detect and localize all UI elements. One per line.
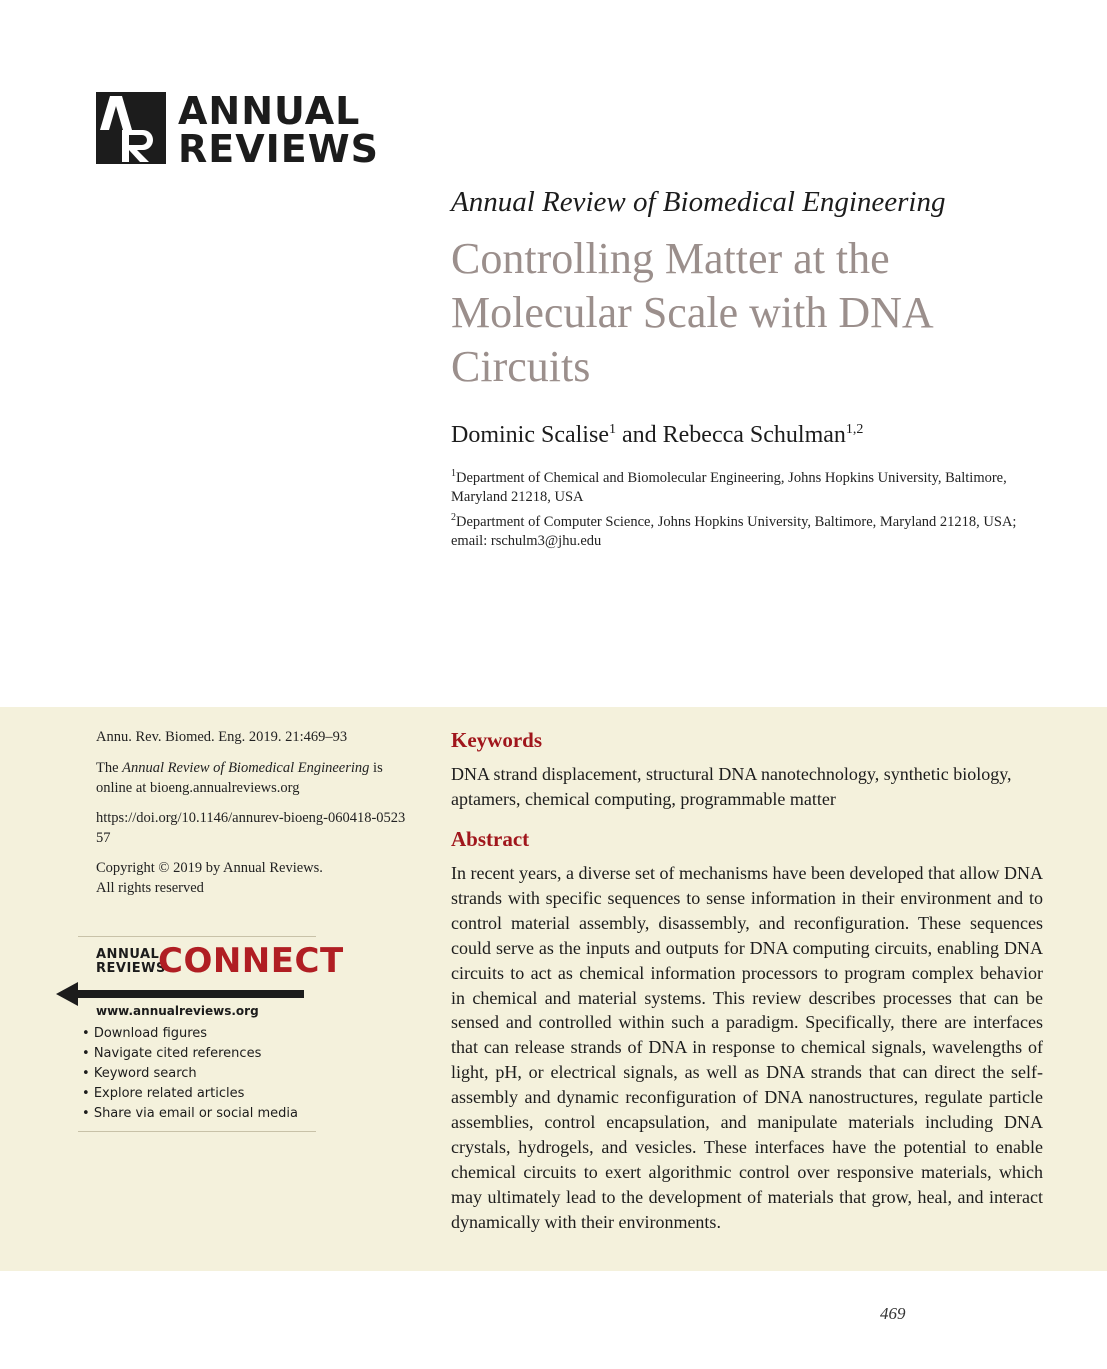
list-item: • Share via email or social media: [82, 1104, 298, 1124]
author-name: Rebecca Schulman: [662, 422, 846, 448]
divider: [78, 936, 316, 937]
author-affil-sup: 1,2: [845, 422, 864, 437]
annual-reviews-connect[interactable]: [56, 936, 344, 1132]
connect-small-line1: ANNUAL: [96, 947, 160, 962]
affiliation-sup: 2: [451, 512, 456, 523]
journal-name: Annual Review of Biomedical Engineering: [451, 186, 946, 218]
connect-feature-list: [82, 1024, 298, 1124]
author-list: [451, 422, 863, 449]
connect-url[interactable]: www.annualreviews.org: [96, 1004, 259, 1018]
doi-link[interactable]: https://doi.org/10.1146/annurev-bioeng-060418-052357: [96, 810, 406, 846]
abstract-heading: Abstract: [451, 827, 530, 851]
online-pre: The: [96, 760, 123, 776]
online-availability: [96, 759, 396, 798]
abstract-text: In recent years, a diverse set of mechanisms have been developed that allow DNA strands with specific sequences to sense information in their environment and to control material assembly, disassembly, and reconfiguration. These sequences could serve as the inputs and outputs for DNA computing circuits, enabling DNA circuits to act as chemical information processors to program complex behavior in chemical and material systems. This review describes processes that can be sensed and controlled within such a paradigm. Specifically, there are interfaces that can release strands of DNA in response to chemical signals, wavelengths of light, pH, or electrical signals, as well as DNA strands that can direct the self-assembly and dynamic reconfiguration of DNA nanostructures, regulate particle assemblies, control encapsulation, and manipulate materials including DNA crystals, hydrogels, and vesicles. These interfaces have the potential to enable chemical circuits to exert algorithmic control over responsive materials, which may ultimately lead to the development of materials that grow, heal, and interact dynamically with their environments.: [451, 863, 1043, 1232]
page-number: 469: [880, 1304, 906, 1323]
affiliation: [451, 508, 1051, 551]
logo-line1: ANNUAL: [178, 89, 361, 133]
connect-title: CONNECT: [158, 941, 344, 981]
author-conjunction: and: [615, 422, 663, 448]
affiliation-text: Department of Computer Science, Johns Hopkins University, Baltimore, Maryland 21218, USA; email: rschulm3@jhu.edu: [451, 513, 1017, 549]
keywords-text: DNA strand displacement, structural DNA nanotechnology, synthetic biology, aptamers, chemical computing, programmable matter: [451, 764, 1012, 809]
copyright-line2: All rights reserved: [96, 879, 204, 896]
affiliation-sup: 1: [451, 468, 456, 479]
copyright: [96, 859, 416, 898]
list-item: • Navigate cited references: [82, 1044, 298, 1064]
list-item: • Download figures: [82, 1024, 298, 1044]
list-item: • Keyword search: [82, 1064, 298, 1084]
connect-small-label: [96, 948, 166, 976]
article-title: Controlling Matter at the Molecular Scale with DNA Circuits: [451, 234, 932, 391]
citation: Annu. Rev. Biomed. Eng. 2019. 21:469–93: [96, 729, 348, 745]
keywords-heading: Keywords: [451, 728, 542, 752]
copyright-line1: Copyright © 2019 by Annual Reviews.: [96, 860, 323, 876]
online-post: is online at bioeng.annualreviews.org: [96, 760, 387, 796]
divider: [78, 1131, 316, 1132]
annual-reviews-logo: [96, 89, 380, 171]
author-name: Dominic Scalise: [451, 422, 609, 448]
connect-small-line2: REVIEWS: [96, 961, 166, 976]
affiliation-text: Department of Chemical and Biomolecular Engineering, Johns Hopkins University, Baltimore, Maryland 21218, USA: [451, 469, 1007, 505]
author-affil-sup: 1: [608, 422, 616, 437]
affiliation: [451, 464, 1051, 507]
ar-logo-mark-icon: [96, 92, 166, 164]
list-item: • Explore related articles: [82, 1084, 298, 1104]
online-journal: Annual Review of Biomedical Engineering: [122, 760, 370, 776]
logo-line2: REVIEWS: [178, 127, 380, 171]
